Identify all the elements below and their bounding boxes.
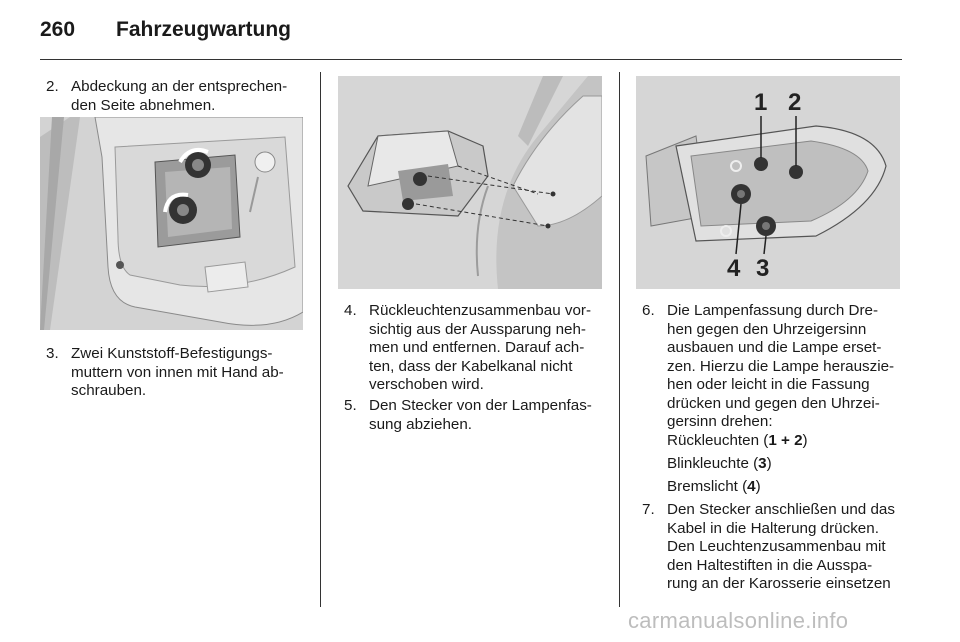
step-text-line: gersinn drehen: [667,413,773,430]
step-text-line: ausbauen und die Lampe erset- [667,339,882,356]
step-text-line: verschoben wird. [369,376,484,393]
step-text-line: rung an der Karosserie einsetzen [667,575,891,592]
step-number: 4. [344,302,357,319]
step-text-line: men und entfernen. Darauf ach- [369,339,585,356]
step-text-line: ten, dass der Kabelkanal nicht [369,357,573,375]
lamp-ref: 1 + 2 [768,432,803,449]
step-text-line: Abdeckung an der entsprechen- [71,78,288,95]
step-text-line: sung abziehen. [369,415,473,433]
step-text-line: drücken und gegen den Uhrzei- [667,394,880,412]
step-text-line: Den Stecker von der Lampenfas- [369,397,592,414]
step-text-line: schrauben. [71,382,147,399]
step-text-line: den Seite abnehmen. [71,96,216,114]
lamp-ref: 4 [747,478,756,495]
callout-1: 1 [754,89,768,116]
step-text-line: Rückleuchtenzusammenbau vor- [369,302,592,319]
lamp-close: ) [755,478,761,495]
step-text-line: muttern von innen mit Hand ab- [71,363,284,381]
step-text-line: Zwei Kunststoff-Befestigungs- [71,345,273,362]
step-number: 5. [344,397,357,414]
page-header [40,18,900,58]
column-divider-2 [619,72,620,607]
lamp-label: Rückleuchten ( [667,432,769,449]
lamp-close: ) [766,455,772,472]
step-text-line: sichtig aus der Aussparung neh- [369,320,586,338]
lamp-rear-lights [667,432,808,451]
figure-taillight-removal [338,76,602,289]
step-text-line: Den Leuchtenzusammenbau mit [667,538,886,555]
step-text-line: zen. Hierzu die Lampe herauszie- [667,357,895,375]
step-text-line: hen oder leicht in die Fassung [667,376,870,393]
figure-cover-removal [40,117,303,330]
step-text-line: Kabel in die Halterung drücken. [667,519,879,537]
step-text-line: den Haltestiften in die Ausspa- [667,556,873,574]
step-number: 6. [642,302,655,319]
page-number: 260 [40,18,76,41]
callout-3: 3 [756,255,770,282]
callout-2: 2 [788,89,802,116]
step-text-line: Den Stecker anschließen und das [667,501,895,518]
lamp-label: Blinkleuchte ( [667,455,759,472]
lamp-turn-signal [667,455,772,474]
step-number: 7. [642,501,655,518]
lamp-ref: 3 [758,455,767,472]
step-text-line: hen gegen den Uhrzeigersinn [667,320,867,338]
watermark: carmanualsonline.info [628,608,849,633]
lamp-brake-light [667,478,761,497]
column-divider-1 [320,72,321,607]
lamp-close: ) [802,432,808,449]
lamp-label: Bremslicht ( [667,478,748,495]
step-number: 3. [46,345,59,362]
step-number: 2. [46,78,59,95]
callout-4: 4 [727,255,741,282]
figure-lamp-socket-diagram [636,76,900,289]
page-title: Fahrzeugwartung [116,18,292,41]
step-text-line: Die Lampenfassung durch Dre- [667,302,879,319]
header-rule [40,59,902,60]
